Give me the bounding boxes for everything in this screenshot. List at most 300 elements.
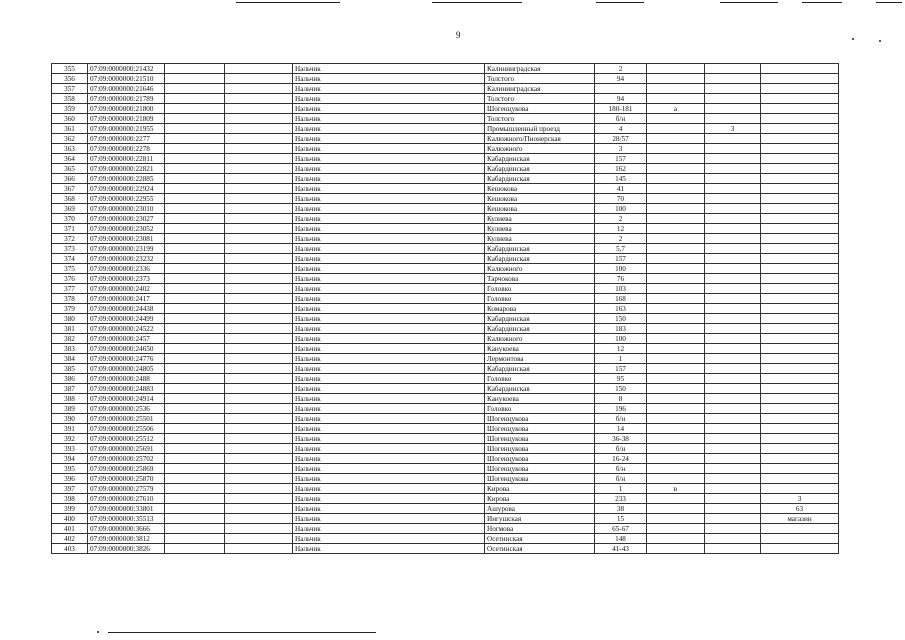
empty-cell bbox=[165, 244, 225, 254]
table-row bbox=[52, 504, 839, 514]
building-letter bbox=[647, 304, 705, 314]
note-cell bbox=[761, 354, 839, 364]
building-letter bbox=[647, 514, 705, 524]
building-extra bbox=[705, 134, 761, 144]
cadastral-number: 07:09:0000000:2536 bbox=[88, 404, 165, 414]
table-row bbox=[52, 134, 839, 144]
empty-cell bbox=[225, 424, 293, 434]
note-cell bbox=[761, 424, 839, 434]
row-number: 402 bbox=[52, 534, 88, 544]
empty-cell bbox=[225, 324, 293, 334]
cadastral-number: 07:09:0000000:2417 bbox=[88, 294, 165, 304]
empty-cell bbox=[225, 224, 293, 234]
table-row bbox=[52, 154, 839, 164]
empty-cell bbox=[165, 104, 225, 114]
cadastral-number: 07:09:0000000:24438 bbox=[88, 304, 165, 314]
table-row bbox=[52, 184, 839, 194]
building-letter bbox=[647, 64, 705, 74]
row-number: 389 bbox=[52, 404, 88, 414]
empty-cell bbox=[165, 484, 225, 494]
city-name: Нальчик bbox=[293, 524, 485, 534]
row-number: 380 bbox=[52, 314, 88, 324]
street-name: Шогенцукова bbox=[485, 434, 595, 444]
building-letter bbox=[647, 204, 705, 214]
street-name: Кулиева bbox=[485, 214, 595, 224]
house-number: 36-38 bbox=[595, 434, 647, 444]
cadastral-number: 07:09:0000000:25501 bbox=[88, 414, 165, 424]
cadastral-number: 07:09:0000000:21800 bbox=[88, 104, 165, 114]
table-row bbox=[52, 484, 839, 494]
building-letter bbox=[647, 74, 705, 84]
note-cell bbox=[761, 164, 839, 174]
cadastral-number: 07:09:0000000:33801 bbox=[88, 504, 165, 514]
table-row bbox=[52, 294, 839, 304]
row-number: 399 bbox=[52, 504, 88, 514]
row-number: 392 bbox=[52, 434, 88, 444]
city-name: Нальчик bbox=[293, 484, 485, 494]
empty-cell bbox=[165, 374, 225, 384]
empty-cell bbox=[225, 214, 293, 224]
city-name: Нальчик bbox=[293, 104, 485, 114]
empty-cell bbox=[225, 534, 293, 544]
city-name: Нальчик bbox=[293, 454, 485, 464]
house-number: 168 bbox=[595, 294, 647, 304]
table-row bbox=[52, 284, 839, 294]
empty-cell bbox=[165, 354, 225, 364]
table-row bbox=[52, 394, 839, 404]
table-row bbox=[52, 174, 839, 184]
note-cell bbox=[761, 414, 839, 424]
cadastral-number: 07:09:0000000:22885 bbox=[88, 174, 165, 184]
note-cell bbox=[761, 314, 839, 324]
building-extra bbox=[705, 444, 761, 454]
table-row bbox=[52, 414, 839, 424]
building-letter bbox=[647, 364, 705, 374]
city-name: Нальчик bbox=[293, 424, 485, 434]
empty-cell bbox=[225, 344, 293, 354]
table-row bbox=[52, 514, 839, 524]
city-name: Нальчик bbox=[293, 434, 485, 444]
table-row bbox=[52, 354, 839, 364]
empty-cell bbox=[225, 354, 293, 364]
house-number: б/н bbox=[595, 444, 647, 454]
building-letter bbox=[647, 414, 705, 424]
empty-cell bbox=[165, 164, 225, 174]
note-cell bbox=[761, 64, 839, 74]
street-name: Калюжного bbox=[485, 334, 595, 344]
cadastral-number: 07:09:0000000:22811 bbox=[88, 154, 165, 164]
empty-cell bbox=[165, 334, 225, 344]
building-extra bbox=[705, 424, 761, 434]
street-name: Кирова bbox=[485, 494, 595, 504]
empty-cell bbox=[165, 274, 225, 284]
empty-cell bbox=[225, 274, 293, 284]
table-row bbox=[52, 494, 839, 504]
row-number: 361 bbox=[52, 124, 88, 134]
building-letter bbox=[647, 144, 705, 154]
street-name: Ногмова bbox=[485, 524, 595, 534]
house-number: 1 bbox=[595, 354, 647, 364]
street-name: Ашурова bbox=[485, 504, 595, 514]
note-cell bbox=[761, 324, 839, 334]
note-cell bbox=[761, 134, 839, 144]
note-cell bbox=[761, 254, 839, 264]
table-row bbox=[52, 424, 839, 434]
empty-cell bbox=[225, 494, 293, 504]
note-cell bbox=[761, 474, 839, 484]
city-name: Нальчик bbox=[293, 224, 485, 234]
street-name: Толстого bbox=[485, 114, 595, 124]
row-number: 384 bbox=[52, 354, 88, 364]
empty-cell bbox=[225, 304, 293, 314]
street-name: Кабардинская bbox=[485, 324, 595, 334]
street-name: Кирова bbox=[485, 484, 595, 494]
building-letter bbox=[647, 474, 705, 484]
empty-cell bbox=[225, 444, 293, 454]
cadastral-number: 07:09:0000000:21432 bbox=[88, 64, 165, 74]
empty-cell bbox=[165, 444, 225, 454]
building-extra bbox=[705, 314, 761, 324]
register-table bbox=[51, 63, 839, 554]
table-row bbox=[52, 104, 839, 114]
building-letter bbox=[647, 504, 705, 514]
building-extra bbox=[705, 204, 761, 214]
building-extra bbox=[705, 84, 761, 94]
street-name: Кабардинская bbox=[485, 244, 595, 254]
cadastral-number: 07:09:0000000:27610 bbox=[88, 494, 165, 504]
building-extra bbox=[705, 344, 761, 354]
building-letter bbox=[647, 524, 705, 534]
row-number: 401 bbox=[52, 524, 88, 534]
house-number: 157 bbox=[595, 364, 647, 374]
empty-cell bbox=[165, 114, 225, 124]
building-letter bbox=[647, 394, 705, 404]
row-number: 382 bbox=[52, 334, 88, 344]
building-extra bbox=[705, 234, 761, 244]
city-name: Нальчик bbox=[293, 414, 485, 424]
cadastral-number: 07:09:0000000:22821 bbox=[88, 164, 165, 174]
city-name: Нальчик bbox=[293, 514, 485, 524]
empty-cell bbox=[165, 174, 225, 184]
table-row bbox=[52, 74, 839, 84]
row-number: 376 bbox=[52, 274, 88, 284]
empty-cell bbox=[225, 484, 293, 494]
note-cell bbox=[761, 204, 839, 214]
empty-cell bbox=[225, 474, 293, 484]
building-extra bbox=[705, 324, 761, 334]
building-letter bbox=[647, 534, 705, 544]
cadastral-number: 07:09:0000000:23232 bbox=[88, 254, 165, 264]
building-letter bbox=[647, 284, 705, 294]
table-row bbox=[52, 404, 839, 414]
page-number: 9 bbox=[456, 30, 461, 40]
table-row bbox=[52, 324, 839, 334]
empty-cell bbox=[225, 174, 293, 184]
city-name: Нальчик bbox=[293, 404, 485, 414]
city-name: Нальчик bbox=[293, 284, 485, 294]
cadastral-number: 07:09:0000000:2457 bbox=[88, 334, 165, 344]
row-number: 375 bbox=[52, 264, 88, 274]
top-rule-3 bbox=[596, 2, 644, 3]
empty-cell bbox=[225, 544, 293, 554]
top-rule-5 bbox=[802, 2, 842, 3]
building-extra bbox=[705, 224, 761, 234]
row-number: 381 bbox=[52, 324, 88, 334]
cadastral-number: 07:09:0000000:3826 bbox=[88, 544, 165, 554]
street-name: Толстого bbox=[485, 74, 595, 84]
building-extra bbox=[705, 484, 761, 494]
table-row bbox=[52, 164, 839, 174]
street-name: Головко bbox=[485, 294, 595, 304]
cadastral-number: 07:09:0000000:24914 bbox=[88, 394, 165, 404]
note-cell bbox=[761, 74, 839, 84]
house-number: 76 bbox=[595, 274, 647, 284]
house-number: б/н bbox=[595, 414, 647, 424]
building-letter bbox=[647, 94, 705, 104]
row-number: 373 bbox=[52, 244, 88, 254]
empty-cell bbox=[165, 394, 225, 404]
empty-cell bbox=[165, 234, 225, 244]
house-number: 157 bbox=[595, 254, 647, 264]
city-name: Нальчик bbox=[293, 324, 485, 334]
empty-cell bbox=[225, 144, 293, 154]
building-letter bbox=[647, 254, 705, 264]
top-rule-1 bbox=[236, 2, 340, 3]
empty-cell bbox=[165, 94, 225, 104]
house-number: 150 bbox=[595, 314, 647, 324]
building-letter bbox=[647, 544, 705, 554]
note-cell bbox=[761, 394, 839, 404]
empty-cell bbox=[225, 464, 293, 474]
cadastral-number: 07:09:0000000:21955 bbox=[88, 124, 165, 134]
empty-cell bbox=[165, 124, 225, 134]
note-cell bbox=[761, 174, 839, 184]
house-number: 70 bbox=[595, 194, 647, 204]
house-number: 100 bbox=[595, 334, 647, 344]
street-name: Кабардинская bbox=[485, 314, 595, 324]
house-number: 14 bbox=[595, 424, 647, 434]
empty-cell bbox=[225, 244, 293, 254]
building-extra bbox=[705, 64, 761, 74]
note-cell bbox=[761, 264, 839, 274]
empty-cell bbox=[165, 84, 225, 94]
cadastral-number: 07:09:0000000:35513 bbox=[88, 514, 165, 524]
street-name: Кабардинская bbox=[485, 364, 595, 374]
table-row bbox=[52, 114, 839, 124]
empty-cell bbox=[165, 504, 225, 514]
building-letter: в bbox=[647, 484, 705, 494]
street-name: Шогенцукова bbox=[485, 444, 595, 454]
building-letter bbox=[647, 444, 705, 454]
house-number: 148 bbox=[595, 534, 647, 544]
cadastral-number: 07:09:0000000:23052 bbox=[88, 224, 165, 234]
street-name: Кулиева bbox=[485, 224, 595, 234]
note-cell bbox=[761, 184, 839, 194]
empty-cell bbox=[165, 254, 225, 264]
row-number: 379 bbox=[52, 304, 88, 314]
cadastral-number: 07:09:0000000:3666 bbox=[88, 524, 165, 534]
row-number: 365 bbox=[52, 164, 88, 174]
city-name: Нальчик bbox=[293, 214, 485, 224]
empty-cell bbox=[225, 284, 293, 294]
house-number: 183 bbox=[595, 324, 647, 334]
cadastral-number: 07:09:0000000:2336 bbox=[88, 264, 165, 274]
empty-cell bbox=[225, 134, 293, 144]
empty-cell bbox=[165, 404, 225, 414]
empty-cell bbox=[165, 384, 225, 394]
row-number: 359 bbox=[52, 104, 88, 114]
building-extra bbox=[705, 364, 761, 374]
table-row bbox=[52, 84, 839, 94]
row-number: 403 bbox=[52, 544, 88, 554]
note-cell bbox=[761, 284, 839, 294]
building-extra: 3 bbox=[705, 124, 761, 134]
city-name: Нальчик bbox=[293, 294, 485, 304]
table-row bbox=[52, 244, 839, 254]
table-row bbox=[52, 64, 839, 74]
city-name: Нальчик bbox=[293, 374, 485, 384]
street-name: Кабардинская bbox=[485, 154, 595, 164]
empty-cell bbox=[165, 284, 225, 294]
street-name: Тарчокова bbox=[485, 274, 595, 284]
building-extra bbox=[705, 254, 761, 264]
note-cell bbox=[761, 144, 839, 154]
empty-cell bbox=[165, 534, 225, 544]
note-cell: 3 bbox=[761, 494, 839, 504]
cadastral-number: 07:09:0000000:27579 bbox=[88, 484, 165, 494]
street-name: Кабардинская bbox=[485, 164, 595, 174]
street-name: Ингушская bbox=[485, 514, 595, 524]
cadastral-number: 07:09:0000000:21809 bbox=[88, 114, 165, 124]
city-name: Нальчик bbox=[293, 114, 485, 124]
cadastral-number: 07:09:0000000:24522 bbox=[88, 324, 165, 334]
row-number: 385 bbox=[52, 364, 88, 374]
street-name: Кешокова bbox=[485, 194, 595, 204]
street-name: Шогенцукова bbox=[485, 104, 595, 114]
house-number: 12 bbox=[595, 224, 647, 234]
building-letter bbox=[647, 384, 705, 394]
top-rule-2 bbox=[432, 2, 522, 3]
house-number: 3 bbox=[595, 144, 647, 154]
row-number: 388 bbox=[52, 394, 88, 404]
note-cell bbox=[761, 194, 839, 204]
empty-cell bbox=[165, 214, 225, 224]
house-number: 41-43 bbox=[595, 544, 647, 554]
street-name: Комарова bbox=[485, 304, 595, 314]
street-name: Канукоева bbox=[485, 344, 595, 354]
cadastral-number: 07:09:0000000:25870 bbox=[88, 474, 165, 484]
table-row bbox=[52, 304, 839, 314]
building-letter bbox=[647, 154, 705, 164]
cadastral-number: 07:09:0000000:25506 bbox=[88, 424, 165, 434]
empty-cell bbox=[165, 494, 225, 504]
house-number: 233 bbox=[595, 494, 647, 504]
note-cell bbox=[761, 404, 839, 414]
table-row bbox=[52, 474, 839, 484]
city-name: Нальчик bbox=[293, 124, 485, 134]
building-letter bbox=[647, 224, 705, 234]
building-extra bbox=[705, 284, 761, 294]
building-extra bbox=[705, 164, 761, 174]
building-extra bbox=[705, 384, 761, 394]
row-number: 383 bbox=[52, 344, 88, 354]
building-extra bbox=[705, 94, 761, 104]
row-number: 364 bbox=[52, 154, 88, 164]
table-row bbox=[52, 194, 839, 204]
empty-cell bbox=[165, 204, 225, 214]
row-number: 386 bbox=[52, 374, 88, 384]
house-number: б/н bbox=[595, 464, 647, 474]
street-name: Промышленный проезд bbox=[485, 124, 595, 134]
street-name: Шогенцукова bbox=[485, 424, 595, 434]
note-cell bbox=[761, 104, 839, 114]
house-number: 100 bbox=[595, 264, 647, 274]
building-letter bbox=[647, 164, 705, 174]
building-letter bbox=[647, 324, 705, 334]
row-number: 400 bbox=[52, 514, 88, 524]
cadastral-number: 07:09:0000000:25512 bbox=[88, 434, 165, 444]
empty-cell bbox=[225, 114, 293, 124]
empty-cell bbox=[165, 344, 225, 354]
note-cell bbox=[761, 534, 839, 544]
empty-cell bbox=[225, 454, 293, 464]
city-name: Нальчик bbox=[293, 354, 485, 364]
note-cell bbox=[761, 464, 839, 474]
building-extra bbox=[705, 544, 761, 554]
street-name: Головко bbox=[485, 374, 595, 384]
city-name: Нальчик bbox=[293, 504, 485, 514]
house-number: 196 bbox=[595, 404, 647, 414]
building-extra bbox=[705, 354, 761, 364]
street-name: Кабардинская bbox=[485, 254, 595, 264]
street-name: Калюжного bbox=[485, 144, 595, 154]
city-name: Нальчик bbox=[293, 334, 485, 344]
city-name: Нальчик bbox=[293, 74, 485, 84]
note-cell bbox=[761, 114, 839, 124]
building-extra bbox=[705, 374, 761, 384]
empty-cell bbox=[225, 514, 293, 524]
empty-cell bbox=[165, 464, 225, 474]
building-extra bbox=[705, 114, 761, 124]
empty-cell bbox=[165, 454, 225, 464]
building-letter bbox=[647, 344, 705, 354]
row-number: 356 bbox=[52, 74, 88, 84]
city-name: Нальчик bbox=[293, 314, 485, 324]
empty-cell bbox=[165, 314, 225, 324]
building-extra bbox=[705, 154, 761, 164]
building-extra bbox=[705, 404, 761, 414]
building-letter bbox=[647, 184, 705, 194]
table-row bbox=[52, 334, 839, 344]
house-number: 16-24 bbox=[595, 454, 647, 464]
empty-cell bbox=[225, 84, 293, 94]
empty-cell bbox=[225, 374, 293, 384]
city-name: Нальчик bbox=[293, 204, 485, 214]
building-letter bbox=[647, 194, 705, 204]
empty-cell bbox=[165, 74, 225, 84]
building-extra bbox=[705, 504, 761, 514]
note-cell: 63 bbox=[761, 504, 839, 514]
street-name: Канукоева bbox=[485, 394, 595, 404]
building-letter bbox=[647, 124, 705, 134]
row-number: 360 bbox=[52, 114, 88, 124]
building-extra bbox=[705, 144, 761, 154]
bottom-rule bbox=[108, 632, 376, 633]
building-letter bbox=[647, 434, 705, 444]
city-name: Нальчик bbox=[293, 474, 485, 484]
empty-cell bbox=[225, 264, 293, 274]
cadastral-number: 07:09:0000000:25702 bbox=[88, 454, 165, 464]
